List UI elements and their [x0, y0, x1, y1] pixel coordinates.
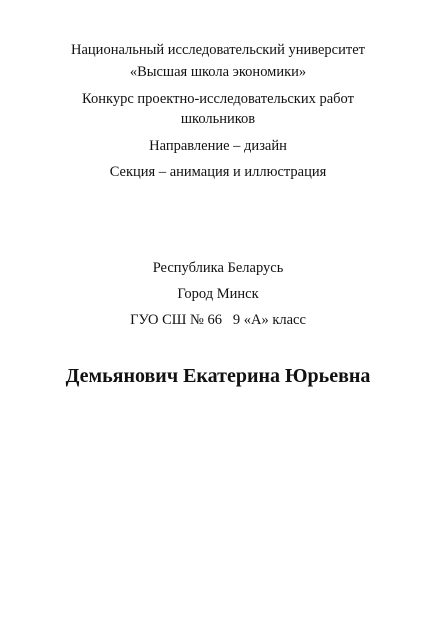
author-name: Демьянович Екатерина Юрьевна — [65, 365, 371, 387]
school-class-label: ГУО СШ № 66 9 «А» класс — [130, 312, 306, 328]
contest-title-line2: школьников — [180, 111, 256, 127]
university-name-line1: Национальный исследовательский университет — [71, 42, 365, 58]
contest-title-line1: Конкурс проектно-исследовательских работ — [82, 91, 354, 107]
direction-label: Направление – дизайн — [149, 138, 287, 154]
section-label: Секция – анимация и иллюстрация — [109, 164, 327, 180]
university-name-line2: «Высшая школа экономики» — [129, 64, 307, 80]
country-label: Республика Беларусь — [152, 260, 284, 276]
city-label: Город Минск — [177, 286, 259, 302]
